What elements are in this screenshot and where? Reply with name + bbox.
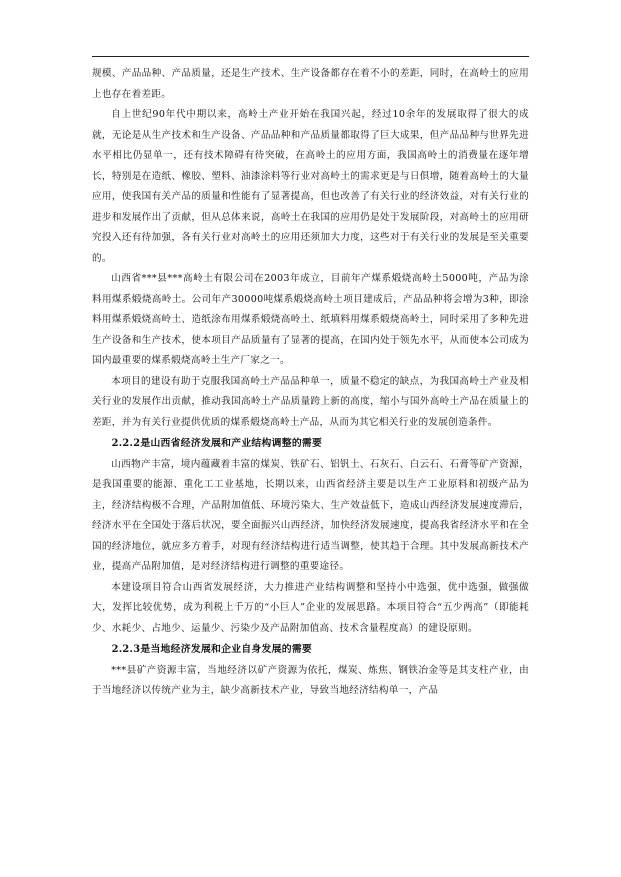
section-heading-2-2-2: 2.2.2是山西省经济发展和产业结构调整的需要: [111, 438, 323, 449]
paragraph-project-benefit: 本项目的建设有助于克服我国高岭土产品品种单一，质量不稳定的缺点，为我国高岭土产业及相关行业的发展作出贡献，推动我国高岭土产品质量跨上新的高度，缩小与国外高岭土产品在质量上的差距，并为有关行业提供优质的煤系煅烧高岭土产品，从而为其它相关行业的发展创造条件。: [92, 375, 529, 428]
section-heading-2-2-3: 2.2.3是当地经济发展和企业自身发展的需要: [111, 644, 313, 655]
paragraph-company-profile: 山西省***县***高岭土有限公司在2003年成立，目前年产煤系煅烧高岭土5000吨，产品为涂料用煤系煅烧高岭土。公司年产30000吨煤系煅烧高岭土项目建成后，产品品种将会增为3种，即涂料用煤系煅烧高岭土、造纸涂布用煤系煅烧高岭土、纸填料用煤系煅烧高岭土，同时采用了多种先进生产设备和生产技术，使本项目产品质量有了显著的提高，在国内处于领先水平，从而使本公司成为国内最重要的煤系煅烧高岭土生产厂家之一。: [92, 273, 529, 366]
paragraph-industry-history: 自上世纪90年代中期以来，高岭土产业开始在我国兴起，经过10余年的发展取得了很大的成就，无论是从生产技术和生产设备、产品品种和产品质量都取得了巨大成果，但产品品种与世界先进水平相比仍显单一，还有技术障碍有待突破，在高岭土的应用方面，我国高岭土的消费量在逐年增长，特别是在造纸、橡胶、塑料、油漆涂料等行业对高岭土的需求更是与日俱增，随着高岭土的大量应用，使我国有关产品的质量和性能有了显著提高，但也改善了有关行业的经济效益，对有关行业的进步和发展作出了贡献，但从总体来说，高岭土在我国的应用仍是处于发展阶段，对高岭土的应用研究投入还有待加强，各有关行业对高岭土的应用还须加大力度，这些对于有关行业的发展是至关重要的。: [92, 109, 529, 264]
header-rule: [92, 56, 529, 57]
paragraph-continuation: 规模、产品品种、产品质量，还是生产技术、生产设备都存在着不小的差距，同时，在高岭土的应用上也存在着差距。: [92, 68, 529, 100]
paragraph-project-compliance: 本建设项目符合山西省发展经济，大力推进产业结构调整和坚持小中选强，优中选强，做强做大，发挥比较优势，成为利税上千万的“小巨人”企业的发展思路。本项目符合“五少两高”（即能耗少、水耗少、占地少、运量少、污染少及产品附加值高、技术含量程度高）的建设原则。: [92, 581, 529, 634]
paragraph-shanxi-resources: 山西物产丰富，境内蕴藏着丰富的煤炭、铁矿石、铝钒土、石灰石、白云石、石膏等矿产资源，是我国重要的能源、重化工工业基地，长期以来，山西省经济主要是以生产工业原料和初级产品为主，经济结构极不合理，产品附加值低、环境污染大、生产效益低下，造成山西经济发展速度滞后，经济水平在全国处于落后状况，要全面振兴山西经济，加快经济发展速度，提高我省经济水平和在全国的经济地位，就应多方着手，对现有经济结构进行适当调整，使其趋于合理。其中发展高新技术产业，提高产品附加值，是对经济结构进行调整的重要途径。: [92, 458, 529, 572]
document-body: [92, 64, 529, 702]
paragraph-local-economy: ***县矿产资源丰富，当地经济以矿产资源为依托，煤炭、炼焦、钢铁冶金等是其支柱产业，由于当地经济以传统产业为主，缺少高新技术产业，导致当地经济结构单一，产品: [92, 664, 529, 696]
